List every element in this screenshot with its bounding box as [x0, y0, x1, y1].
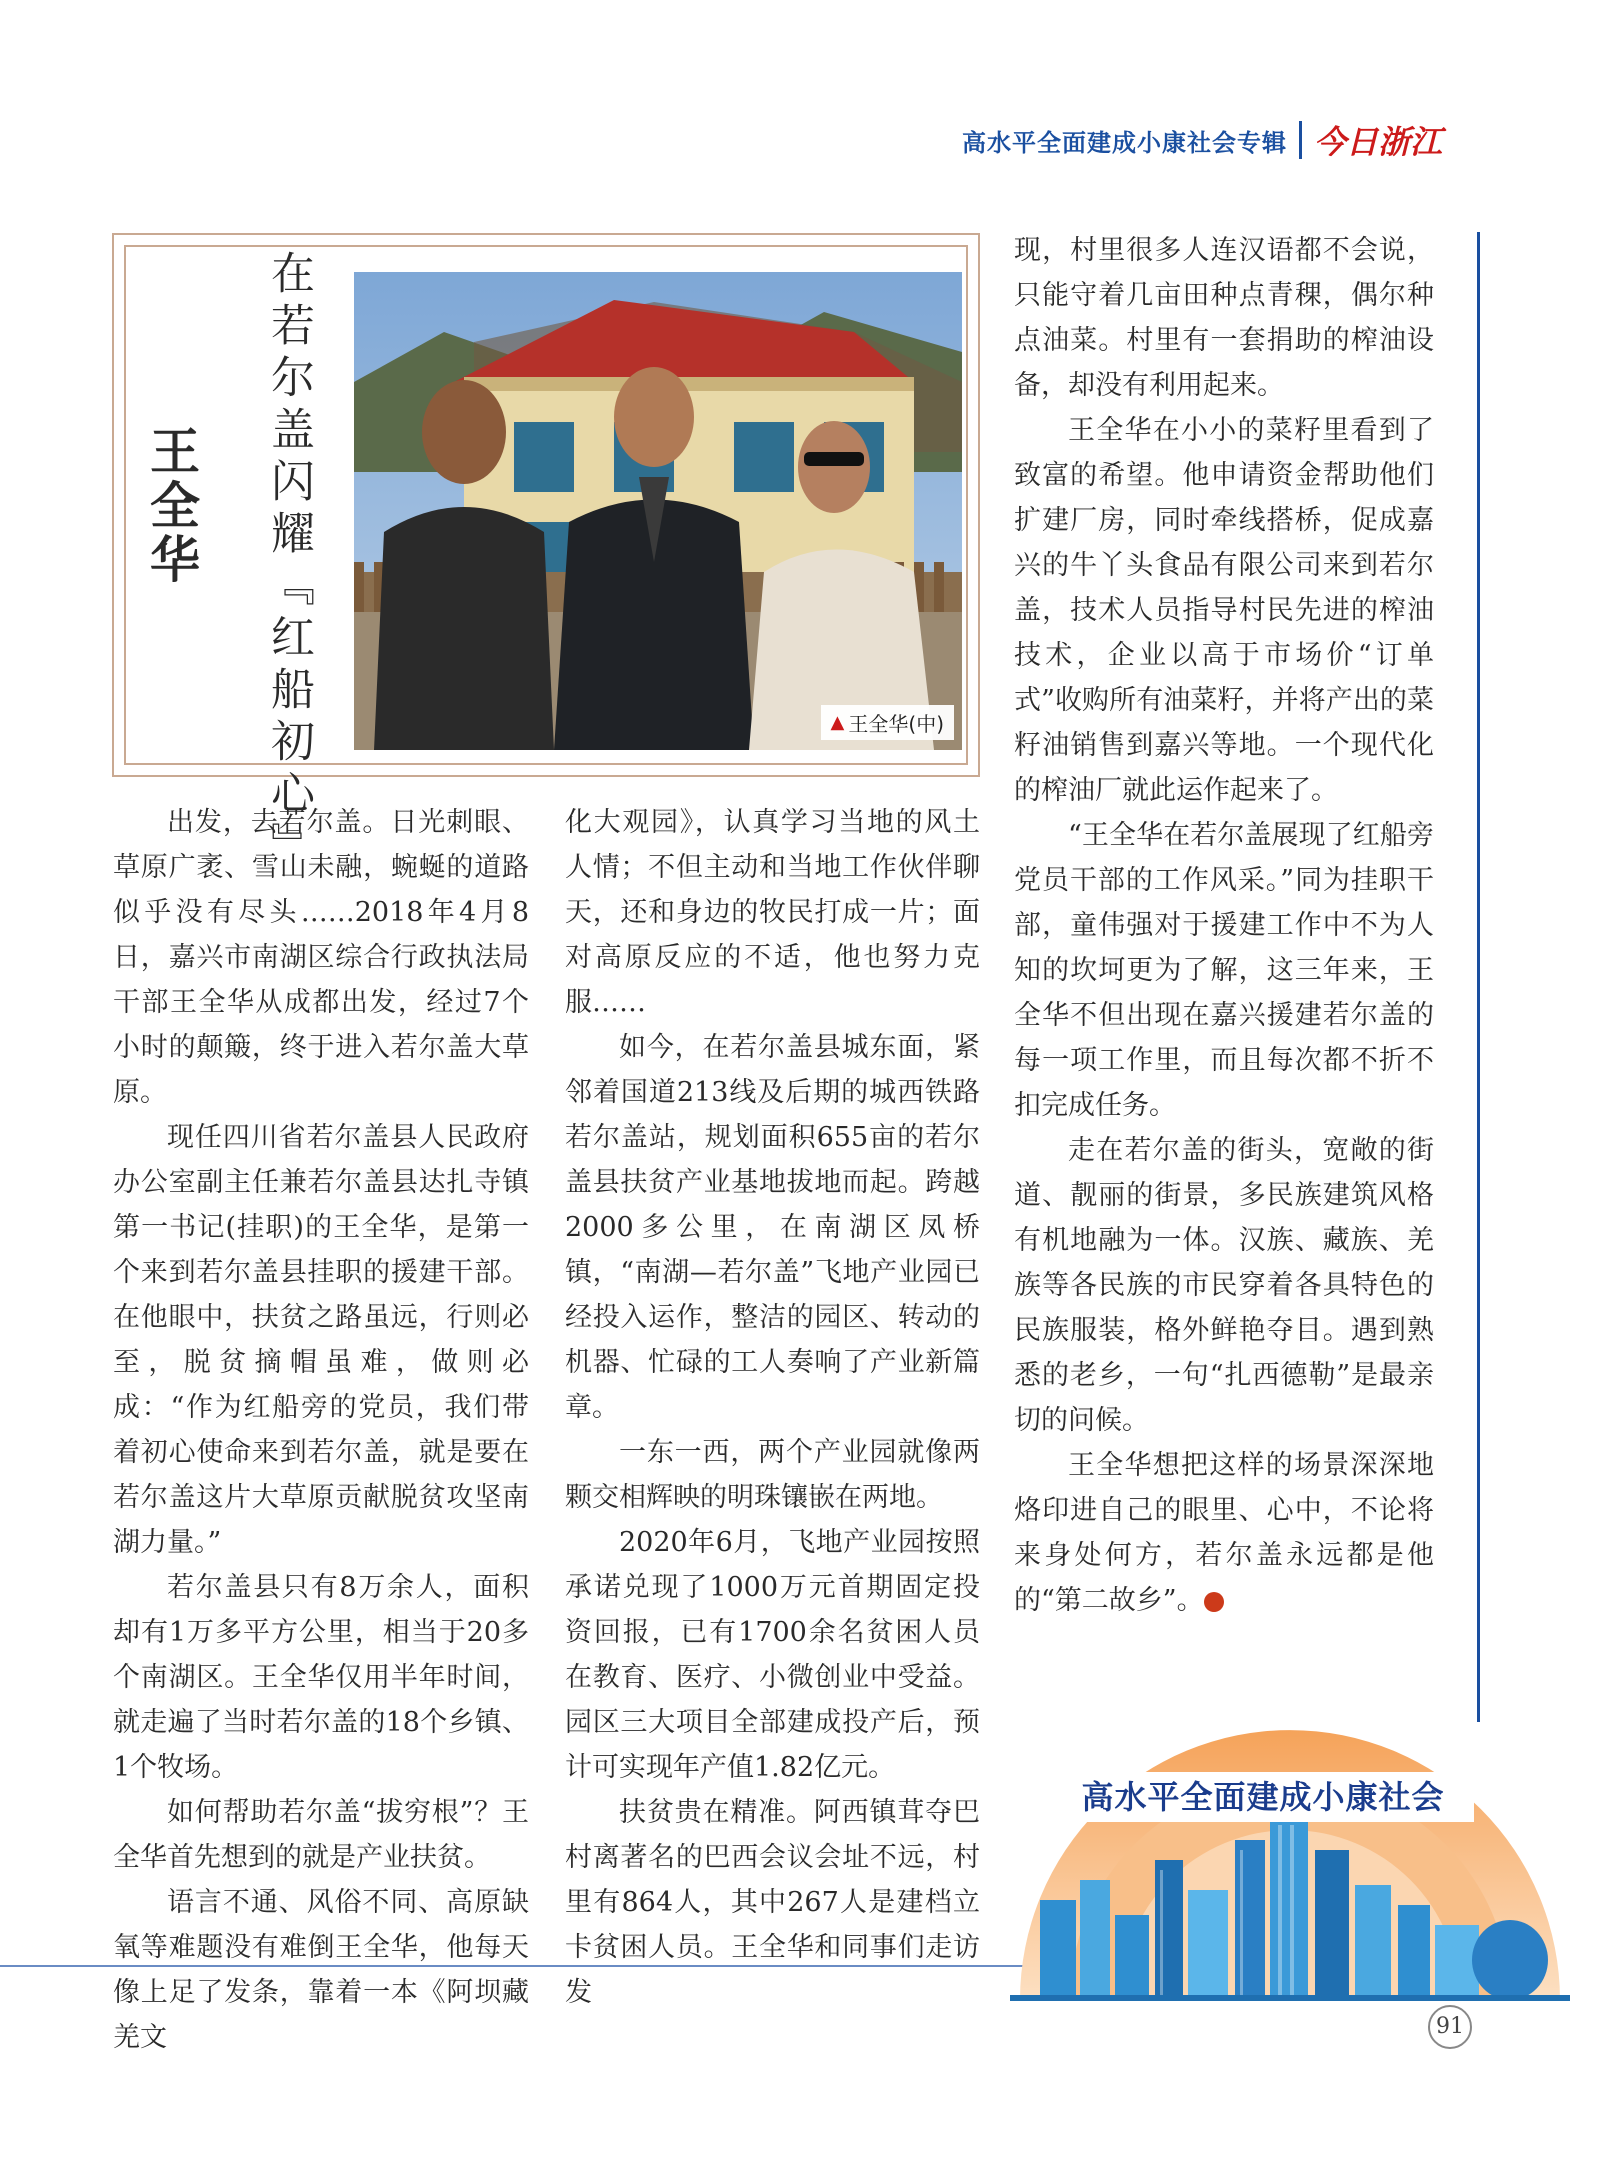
paragraph: 如今，在若尔盖县城东面，紧邻着国道213线及后期的城西铁路若尔盖站，规划面积655亩的若尔盖县扶贫产业基地拔地而起。跨越2000多公里，在南湖区凤桥镇，“南湖—若尔盖”飞地产业园已经投入运作，整洁的园区、转动的机器、忙碌的工人奏响了产业新篇章。	[565, 1032, 980, 1423]
banner-illustration	[1010, 1690, 1570, 2020]
paragraph: 如何帮助若尔盖“拔穷根”？王全华首先想到的就是产业扶贫。	[113, 1797, 529, 1873]
caption-text: 王全华(中)	[848, 712, 944, 736]
article-headline: 在若尔盖闪耀『红船初心』	[263, 250, 314, 874]
page-number: 91	[1428, 2005, 1472, 2049]
paragraph: 现任四川省若尔盖县人民政府办公室副主任兼若尔盖县达扎寺镇第一书记(挂职)的王全华，是第一个来到若尔盖县挂职的援建干部。在他眼中，扶贫之路虽远，行则必至，脱贫摘帽虽难，做则必成：“作为红船旁的党员，我们带着初心使命来到若尔盖，就是要在若尔盖这片大草原贡献脱贫攻坚南湖力量。”	[113, 1122, 529, 1558]
text-column-3	[1014, 228, 1434, 1623]
caption-marker: ▲	[830, 712, 845, 733]
text-column-2	[565, 800, 980, 2015]
paragraph: 语言不通、风俗不同、高原缺氧等难题没有难倒王全华，他每天像上足了发条，靠着一本《阿坝藏羌文	[113, 1887, 529, 2053]
paragraph: 2020年6月，飞地产业园按照承诺兑现了1000万元首期固定投资回报，已有1700余名贫困人员在教育、医疗、小微创业中受益。园区三大项目全部建成投产后，预计可实现年产值1.82亿元。	[565, 1527, 980, 1783]
special-issue-label: 高水平全面建成小康社会专辑	[961, 128, 1287, 157]
right-rule	[1477, 232, 1480, 1722]
paragraph: 若尔盖县只有8万余人，面积却有1万多平方公里，相当于20多个南湖区。王全华仅用半年时间，就走遍了当时若尔盖的18个乡镇、1个牧场。	[113, 1572, 529, 1783]
paragraph-continued: 化大观园》，认真学习当地的风土人情；不但主动和当地工作伙伴聊天，还和身边的牧民打成一片；面对高原反应的不适，他也努力克服……	[565, 807, 980, 1018]
paragraph-final	[1014, 1443, 1434, 1623]
paragraph: “王全华在若尔盖展现了红船旁党员干部的工作风采。”同为挂职干部，童伟强对于援建工作中不为人知的坎坷更为了解，这三年来，王全华不但出现在嘉兴援建若尔盖的每一项工作里，而且每次都不折不扣完成任务。	[1014, 820, 1434, 1121]
magazine-logo: 今日浙江	[1313, 123, 1442, 161]
text-column-1	[113, 800, 529, 2060]
paragraph-continued: 现，村里很多人连汉语都不会说，只能守着几亩田种点青稞，偶尔种点油菜。村里有一套捐助的榨油设备，却没有利用起来。	[1014, 235, 1434, 401]
paragraph: 王全华在小小的菜籽里看到了致富的希望。他申请资金帮助他们扩建厂房，同时牵线搭桥，促成嘉兴的牛丫头食品有限公司来到若尔盖，技术人员指导村民先进的榨油技术，企业以高于市场价“订单式”收购所有油菜籽，并将产出的菜籽油销售到嘉兴等地。一个现代化的榨油厂就此运作起来了。	[1014, 415, 1434, 806]
article-photo	[354, 272, 962, 750]
author-name: 王全华	[142, 425, 200, 587]
paragraph: 一东一西，两个产业园就像两颗交相辉映的明珠镶嵌在两地。	[565, 1437, 980, 1513]
paragraph: 扶贫贵在精准。阿西镇茸夺巴村离著名的巴西会议会址不远，村里有864人，其中267人是建档立卡贫困人员。王全华和同事们走访发	[565, 1797, 980, 2008]
paragraph: 走在若尔盖的街头，宽敞的街道、靓丽的街景，多民族建筑风格有机地融为一体。汉族、藏族、羌族等各民族的市民穿着各具特色的民族服装，格外鲜艳夺目。遇到熟悉的老乡，一句“扎西德勒”是最亲切的问候。	[1014, 1135, 1434, 1436]
final-text: 王全华想把这样的场景深深地烙印进自己的眼里、心中，不论将来身处何方，若尔盖永远都是他的“第二故乡”。	[1014, 1450, 1434, 1616]
photo-caption	[821, 705, 954, 740]
page-header	[962, 118, 1442, 162]
end-mark-icon: 今	[1204, 1592, 1224, 1612]
banner-title: 高水平全面建成小康社会	[1052, 1772, 1474, 1822]
header-divider	[1299, 121, 1302, 159]
paragraph: 出发，去若尔盖。日光刺眼、草原广袤、雪山未融，蜿蜒的道路似乎没有尽头……2018年4月8日，嘉兴市南湖区综合行政执法局干部王全华从成都出发，经过7个小时的颠簸，终于进入若尔盖大草原。	[113, 807, 529, 1108]
photo-illustration	[354, 272, 962, 750]
